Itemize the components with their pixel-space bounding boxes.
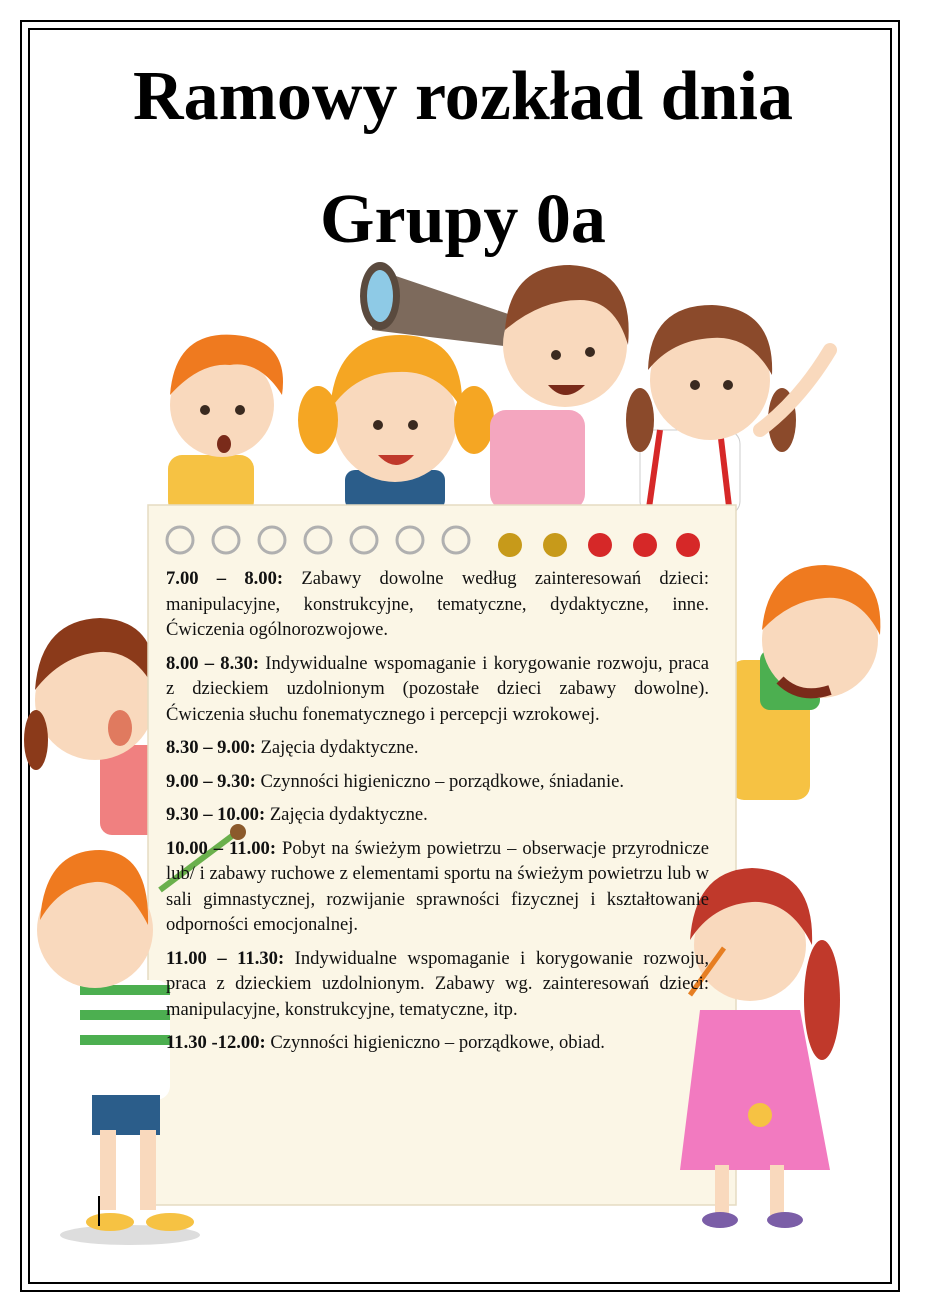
schedule-entry <box>166 836 709 938</box>
schedule-text: Zajęcia dydaktyczne. <box>269 804 428 825</box>
schedule-time: 8.30 – 9.00: <box>166 737 256 758</box>
schedule-time: 10.00 – 11.00: <box>166 837 277 859</box>
child-girl-brown-icon <box>626 305 830 515</box>
page-title: Ramowy rozkład dnia <box>133 58 793 135</box>
schedule-entry <box>166 566 709 643</box>
schedule-entry <box>166 1030 709 1056</box>
child-girl-left-icon <box>24 618 160 835</box>
schedule-text: Indywidualne wspomaganie i korygowanie rozwoju, praca z dzieckiem uzdolnionym (pozostałe dzieci zabawy dowolne). Ćwiczenia słuchu fonematycznego i percepcji wzrokowej. <box>166 652 709 725</box>
schedule-time: 7.00 – 8.00: <box>166 568 284 589</box>
daily-schedule <box>166 566 709 1064</box>
schedule-entry <box>166 946 709 1023</box>
schedule-time: 9.30 – 10.00: <box>166 804 266 825</box>
schedule-time: 11.00 – 11.30: <box>166 947 285 969</box>
schedule-entry <box>166 802 709 828</box>
schedule-text: Indywidualne wspomaganie i korygowanie rozwoju, praca z dzieckiem uzdolnionym. Zabawy wg. zainteresowań dzieci: manipulacyjne, konstrukcyjne, tematyczne, itp. <box>166 947 709 1020</box>
schedule-time: 8.00 – 8.30: <box>166 652 260 674</box>
child-boy-orange-icon <box>168 335 283 515</box>
schedule-time: 11.30 -12.00: <box>166 1032 266 1053</box>
child-girl-yellow-icon <box>298 335 494 510</box>
child-boy-right-icon <box>730 565 880 800</box>
schedule-text: Czynności higieniczno – porządkowe, obiad. <box>270 1032 605 1053</box>
schedule-entry <box>166 651 709 728</box>
schedule-text: Zajęcia dydaktyczne. <box>260 737 419 758</box>
page-subtitle: Grupy 0a <box>320 181 606 258</box>
schedule-time: 9.00 – 9.30: <box>166 770 256 792</box>
telescope-icon <box>360 262 520 348</box>
schedule-text: Pobyt na świeżym powietrzu – obserwacje przyrodnicze lub/ i zabawy ruchowe z elementami sportu na świeżym powietrzu lub w sali gimnastycznej, rozwijanie sprawności fizycznej i kształtowanie odporności emocjonalnej. <box>166 837 710 935</box>
schedule-entry <box>166 735 709 761</box>
schedule-text: Zabawy dowolne według zainteresowań dzieci: manipulacyjne, konstrukcyjne, tematyczne, dydaktyczne, inne. Ćwiczenia ogólnorozwojowe. <box>166 568 709 640</box>
text-cursor <box>98 1196 100 1226</box>
child-boy-brown-icon <box>490 265 629 510</box>
schedule-text: Czynności higieniczno – porządkowe, śniadanie. <box>260 770 625 792</box>
schedule-entry <box>166 769 709 795</box>
